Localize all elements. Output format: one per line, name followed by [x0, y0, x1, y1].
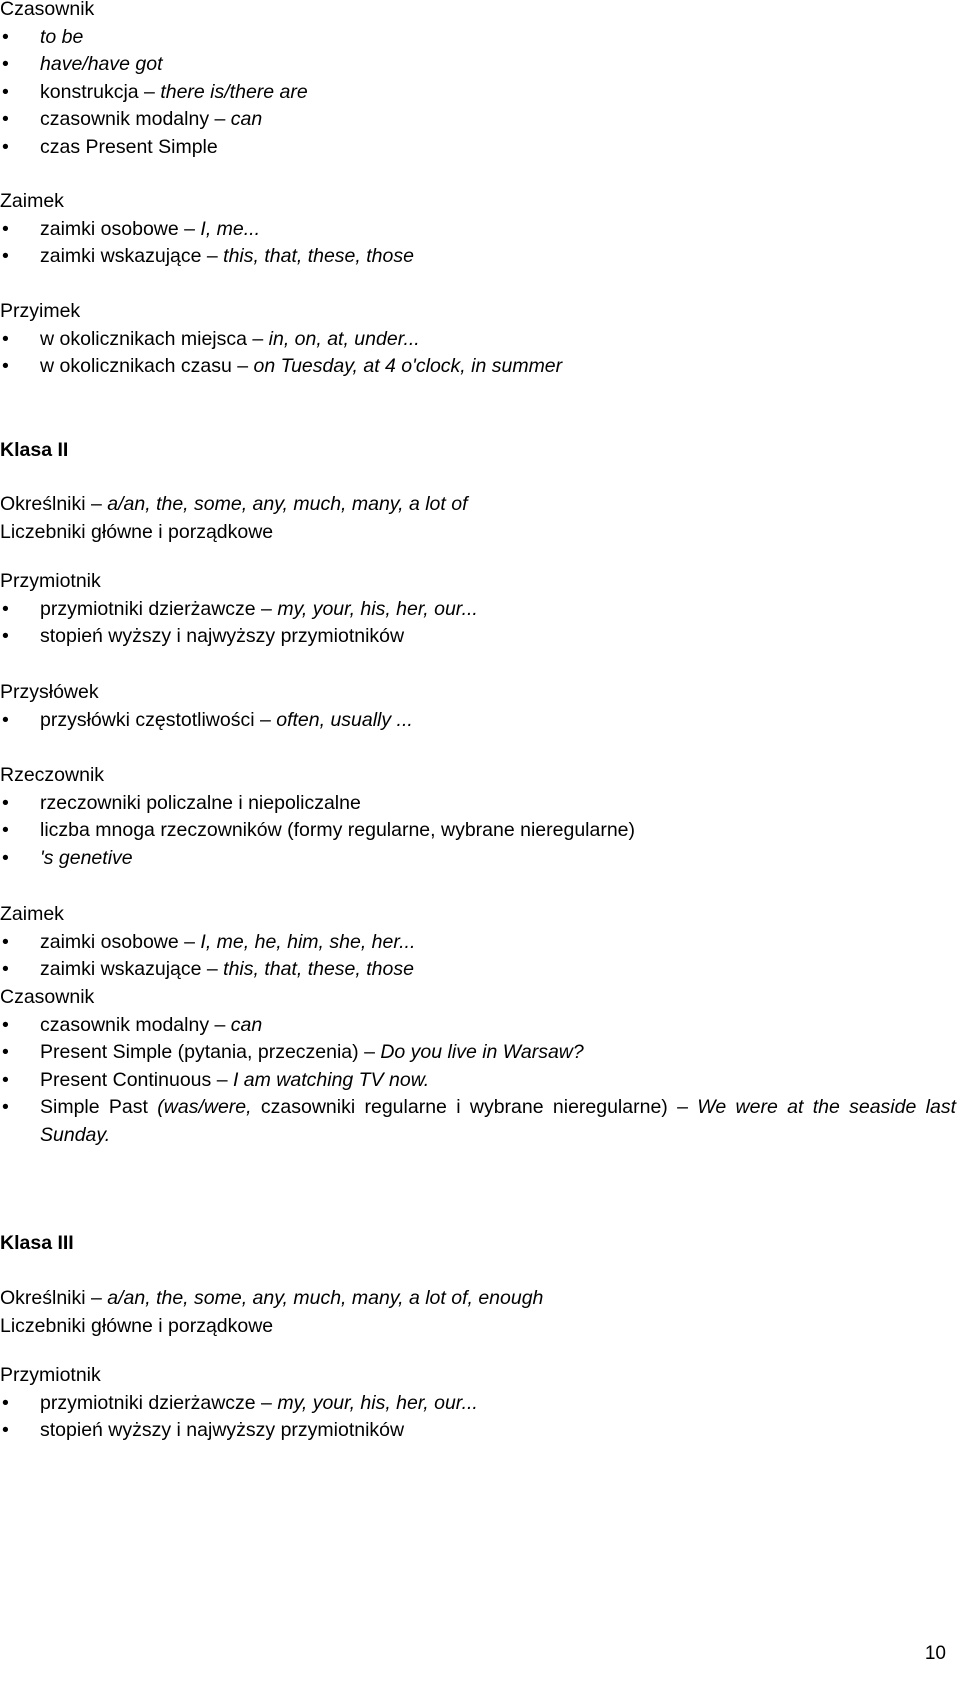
bullet-icon: • [2, 1391, 9, 1414]
list-item [0, 1067, 956, 1095]
text-run: w okolicznikach miejsca – [40, 327, 269, 350]
italic-text: to be [40, 25, 84, 48]
italic-text: I, me... [200, 217, 261, 240]
bullet-icon: • [2, 708, 9, 731]
page-number: 10 [924, 1643, 946, 1664]
text-run: zaimki osobowe – [40, 217, 201, 240]
list-item [0, 216, 414, 244]
bullet-icon: • [2, 217, 9, 240]
section-heading: Przymiotnik [0, 1364, 101, 1386]
text-line [0, 1285, 543, 1313]
section-heading: Czasownik [0, 0, 95, 20]
list-item [0, 1012, 956, 1040]
italic-text: a/an, the, some, any, much, many, a lot of [107, 493, 468, 515]
heading-klasa-iii [0, 1230, 74, 1258]
text-run: czasownik modalny – [40, 108, 231, 130]
text-run: zaimki wskazujące – [40, 958, 224, 980]
section-przymiotnik [0, 568, 478, 651]
bullet-icon: • [2, 25, 9, 48]
bullet-icon: • [2, 53, 9, 75]
heading-klasa-ii [0, 437, 68, 465]
class-heading: Klasa II [0, 439, 69, 461]
italic-text: in, on, at, under... [268, 327, 420, 350]
section-heading: Przymiotnik [0, 570, 101, 592]
bullet-icon: • [2, 846, 9, 869]
text-run: Liczebniki główne i porządkowe [0, 1314, 274, 1337]
text-run: przymiotniki dzierżawcze – [40, 1391, 278, 1414]
section-przyslowek [0, 679, 413, 734]
text-run: zaimki wskazujące – [40, 245, 224, 267]
class-heading: Klasa III [0, 1232, 74, 1254]
section-przymiotnik-2 [0, 1362, 478, 1445]
bullet-icon: • [2, 597, 9, 620]
section-heading: Czasownik [0, 986, 95, 1008]
bullet-icon: • [2, 958, 9, 980]
text-run: stopień wyższy i najwyższy przymiotników [40, 625, 405, 647]
section-okresliniki-2 [0, 1285, 543, 1340]
section-heading: Rzeczownik [0, 764, 105, 786]
bullet-icon: • [2, 355, 9, 377]
italic-text: there is/there are [160, 80, 308, 103]
bullet-icon: • [2, 791, 9, 814]
italic-text: Do you live in Warsaw? [380, 1041, 584, 1063]
text-run: Liczebniki główne i porządkowe [0, 520, 274, 543]
list-item [0, 929, 415, 957]
bullet-icon: • [2, 930, 9, 953]
italic-text: can [230, 1013, 263, 1036]
list-item [0, 956, 415, 984]
text-run: stopień wyższy i najwyższy przymiotników [40, 1419, 405, 1441]
text-run: w okolicznikach czasu – [40, 355, 254, 377]
section-zaimek-2 [0, 901, 415, 984]
italic-text: this, that, these, those [223, 958, 414, 980]
italic-text: can [230, 108, 263, 130]
list-item [0, 243, 414, 271]
bullet-icon: • [2, 80, 9, 103]
section-heading: Przysłówek [0, 681, 99, 703]
italic-text: a/an, the, some, any, much, many, a lot of, enough [107, 1287, 544, 1309]
list-item [0, 1094, 956, 1149]
section-czasownik [0, 0, 308, 161]
text-run: Simple Past [40, 1096, 158, 1118]
bullet-icon: • [2, 1096, 9, 1118]
section-okresliniki [0, 491, 468, 546]
text-run: przymiotniki dzierżawcze – [40, 597, 278, 620]
list-item [0, 51, 308, 79]
text-run: czasowniki regularne i wybrane nieregularne) – [251, 1096, 698, 1118]
italic-text: this, that, these, those [223, 245, 414, 267]
italic-text: on Tuesday, at 4 o'clock, in summer [253, 355, 563, 377]
list-item [0, 1039, 956, 1067]
italic-text: often, usually ... [276, 708, 413, 731]
bullet-icon: • [2, 245, 9, 267]
bullet-icon: • [2, 108, 9, 130]
list-item [0, 106, 308, 134]
italic-text: 's genetive [40, 846, 133, 869]
section-przyimek [0, 298, 562, 381]
bullet-icon: • [2, 1013, 9, 1036]
list-item [0, 790, 635, 818]
italic-text: We were at the seaside last Sunday. [40, 1096, 957, 1146]
section-czasownik-2 [0, 984, 956, 1149]
italic-text: my, your, his, her, our... [277, 597, 478, 620]
bullet-icon: • [2, 135, 9, 158]
text-run: Present Continuous – [40, 1068, 233, 1091]
bullet-icon: • [2, 1068, 9, 1091]
bullet-icon: • [2, 327, 9, 350]
bullet-icon: • [2, 819, 9, 841]
list-item [0, 1417, 478, 1445]
italic-text: my, your, his, her, our... [277, 1391, 478, 1414]
list-item [0, 24, 308, 52]
bullet-icon: • [2, 1419, 9, 1441]
text-line [0, 519, 468, 547]
list-item [0, 623, 478, 651]
list-item [0, 79, 308, 107]
text-line [0, 1313, 543, 1341]
list-item [0, 134, 308, 162]
text-run: Present Simple (pytania, przeczenia) – [40, 1041, 381, 1063]
italic-text: have/have got [40, 53, 163, 75]
text-run: zaimki osobowe – [40, 930, 201, 953]
text-run: czas Present Simple [40, 135, 218, 158]
text-run: przysłówki częstotliwości – [40, 708, 277, 731]
list-item [0, 596, 478, 624]
list-item [0, 353, 562, 381]
list-item [0, 817, 635, 845]
section-heading: Przyimek [0, 300, 81, 322]
italic-text: (was/were, [157, 1096, 252, 1118]
list-item [0, 326, 562, 354]
text-run: czasownik modalny – [40, 1013, 231, 1036]
section-heading: Zaimek [0, 190, 64, 212]
section-zaimek [0, 188, 414, 271]
text-run: Określniki – [0, 493, 108, 515]
list-item [0, 707, 413, 735]
bullet-icon: • [2, 625, 9, 647]
text-run: rzeczowniki policzalne i niepoliczalne [40, 791, 361, 814]
text-line [0, 491, 468, 519]
text-run: Określniki – [0, 1287, 108, 1309]
bullet-icon: • [2, 1041, 9, 1063]
section-rzeczownik [0, 762, 635, 872]
text-run: konstrukcja – [40, 80, 161, 103]
text-run: liczba mnoga rzeczowników (formy regularne, wybrane nieregularne) [40, 819, 636, 841]
list-item [0, 845, 635, 873]
section-heading: Zaimek [0, 903, 64, 925]
italic-text: I am watching TV now. [232, 1068, 430, 1091]
list-item [0, 1390, 478, 1418]
italic-text: I, me, he, him, she, her... [200, 930, 416, 953]
